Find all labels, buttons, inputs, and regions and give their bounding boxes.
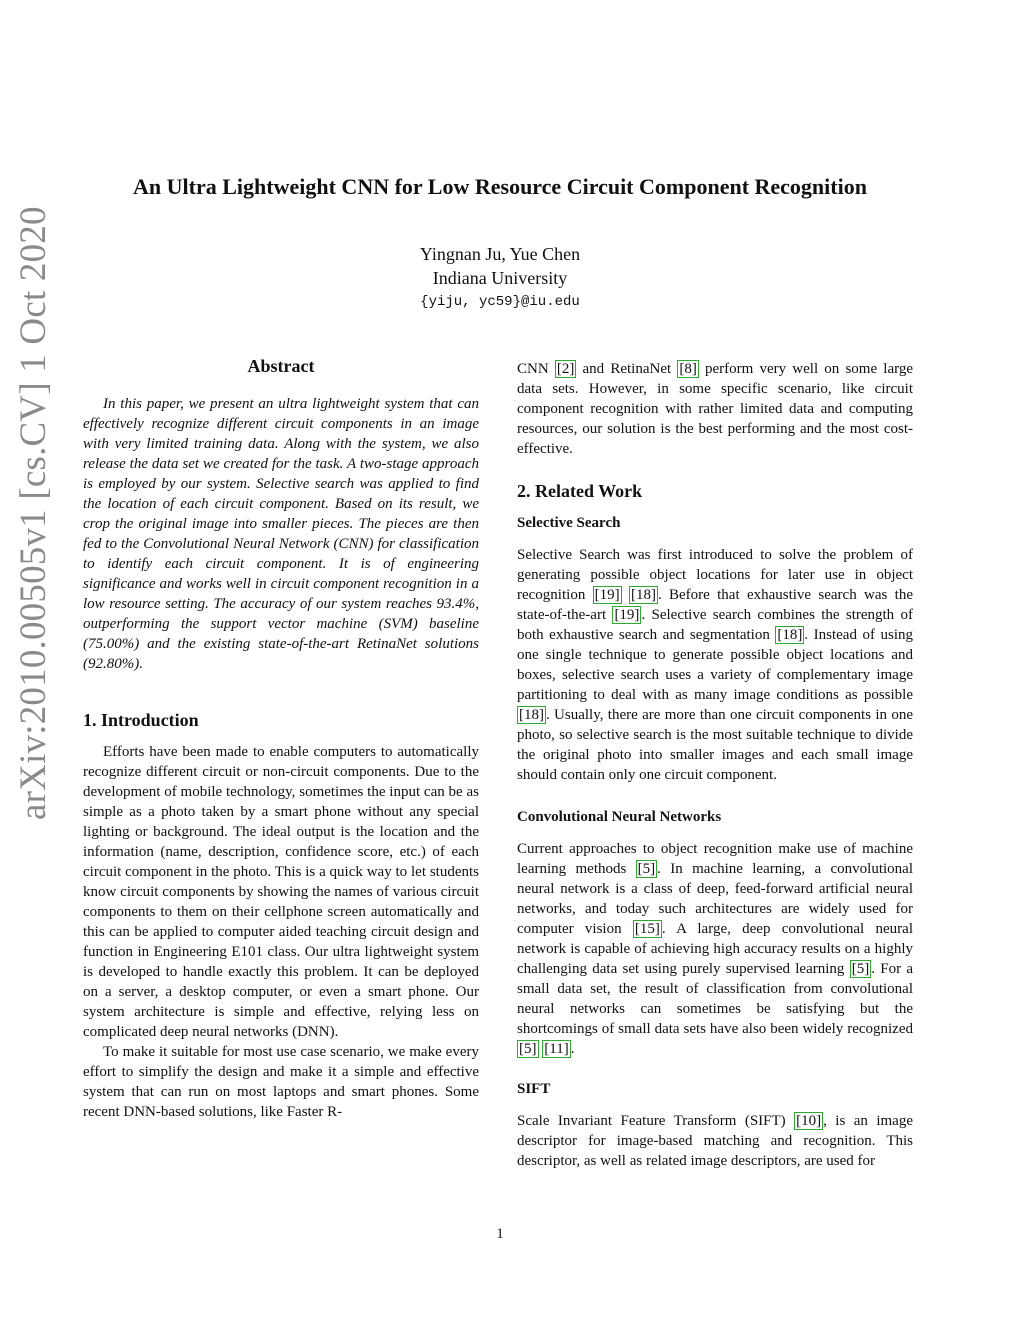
- text-run: . For a small data set, the result of classification from convolutional neural networks can sometimes be satisfying but the shortcomings of small data sets have also been widely recognized: [517, 961, 914, 1037]
- text-run: CNN: [517, 361, 555, 377]
- left-column: [83, 356, 479, 1122]
- citation-link[interactable]: [19]: [614, 607, 640, 623]
- citation-link[interactable]: [15]: [634, 921, 660, 937]
- citation-link[interactable]: [10]: [796, 1113, 822, 1129]
- text-run: and RetinaNet: [576, 361, 678, 377]
- sift-heading: SIFT: [517, 1081, 551, 1097]
- related-work-heading: 2. Related Work: [517, 481, 643, 501]
- citation-link[interactable]: [5]: [851, 961, 870, 977]
- cnn-heading: Convolutional Neural Networks: [517, 809, 722, 825]
- intro-heading: 1. Introduction: [83, 710, 199, 730]
- citation-link[interactable]: [2]: [556, 361, 575, 377]
- author-block: [0, 242, 1000, 314]
- author-email[interactable]: {yiju, yc59}@iu.edu: [420, 294, 580, 310]
- citation-link[interactable]: [18]: [519, 707, 544, 723]
- citation-link[interactable]: [18]: [777, 627, 803, 643]
- citation-link[interactable]: [5]: [519, 1041, 537, 1057]
- text-run: Selective Search was first introduced to solve the problem of generating possible object locations for later use in object recognition: [517, 547, 913, 603]
- selective-search-paragraph: [517, 545, 913, 785]
- text-run: . Usually, there are more than one circuit components in one photo, so selective search is the most suitable technique to divide the original photo into smaller images and each small image should contain only one circuit component.: [517, 707, 913, 783]
- author-names: Yingnan Ju, Yue Chen: [419, 244, 581, 264]
- citation-link[interactable]: [5]: [637, 861, 656, 877]
- citation-link[interactable]: [18]: [630, 587, 656, 603]
- page-number: 1: [496, 1226, 504, 1242]
- text-run: . Before that exhaustive search was the state-of-the-art: [517, 587, 913, 623]
- citation-link[interactable]: [19]: [594, 587, 620, 603]
- selective-search-heading: Selective Search: [517, 515, 621, 531]
- text-run: Scale Invariant Feature Transform (SIFT): [517, 1113, 795, 1129]
- abstract-heading: Abstract: [247, 356, 315, 376]
- text-run: .: [570, 1041, 575, 1057]
- cnn-paragraph: [517, 839, 913, 1059]
- affiliation: Indiana University: [432, 268, 568, 288]
- intro-paragraph-2-continued: [517, 359, 913, 459]
- sift-paragraph: [517, 1111, 913, 1171]
- citation-link[interactable]: [8]: [679, 361, 697, 377]
- intro-paragraph-2: To make it suitable for most use case scenario, we make every effort to simplify the design and make it a simple and effective system that can run on most laptops and smart phones. Some recent DNN-based solutions, like Faster R-: [83, 1044, 479, 1120]
- text-run: . A large, deep convolutional neural network is capable of achieving high accuracy results on a highly challenging data set using purely supervised learning: [517, 921, 913, 977]
- abstract-text: In this paper, we present an ultra lightweight system that can effectively recognize different circuit components in an image with very limited training data. Along with the system, we also release the data set we created for the task. A two-stage approach is employed by our system. Selective search was applied to find the location of each circuit component. Based on its result, we crop the original image into smaller pieces. The pieces are then fed to the Convolutional Neural Network (CNN) for classification to identify each circuit component. It is of engineering significance and works well in circuit component recognition in a low resource setting. The accuracy of our system reaches 93.4%, outperforming the support vector machine (SVM) baseline (75.00%) and the existing state-of-the-art RetinaNet solutions (92.80%).: [83, 396, 479, 672]
- right-column: [517, 359, 913, 1171]
- text-run: perform very well on some large data sets. However, in some specific scenario, like circuit component recognition with rather limited data and computing resources, our solution is the best performing and the most cost-effective.: [517, 361, 913, 457]
- paper-title: An Ultra Lightweight CNN for Low Resource Circuit Component Recognition: [133, 174, 867, 199]
- text-run: . Selective search combines the strength of both exhaustive search and segmentation: [517, 607, 913, 643]
- text-run: . In machine learning, a convolutional neural network is a class of deep, feed-forward artificial neural networks, and today such architectures are widely used for computer vision: [517, 861, 913, 937]
- text-run: . Instead of using one single technique to generate possible object locations and boxes, selective search uses a variety of complementary image partitioning to deal with as many image conditions as possible: [517, 627, 913, 703]
- intro-paragraph-1: Efforts have been made to enable computers to automatically recognize different circuit or non-circuit components. Due to the development of mobile technology, sometimes the input can be as simple as a photo taken by a smart phone without any special lighting or background. The ideal output is the location and the information (name, description, confidence score, etc.) of each circuit component in the photo. This is a quick way to let students know circuit components by showing the names of various circuit components to them on their cellphone screen automatically and this can be applied to computer aided teaching circuit design and function in Engineering E101 class. Our ultra lightweight system is developed to handle exactly this problem. It can be deployed on a server, a desktop computer, or even a smart phone. Our system architecture is simple and effective, relying less on complicated deep neural networks (DNN).: [83, 744, 479, 1040]
- text-run: , is an image descriptor for image-based matching and recognition. This descriptor, as well as related image descriptors, are used for: [517, 1113, 913, 1169]
- arxiv-identifier: arXiv:2010.00505v1 [cs.CV] 1 Oct 2020: [13, 206, 54, 820]
- citation-link[interactable]: [11]: [544, 1041, 569, 1057]
- text-run: Current approaches to object recognition make use of machine learning methods: [517, 841, 913, 877]
